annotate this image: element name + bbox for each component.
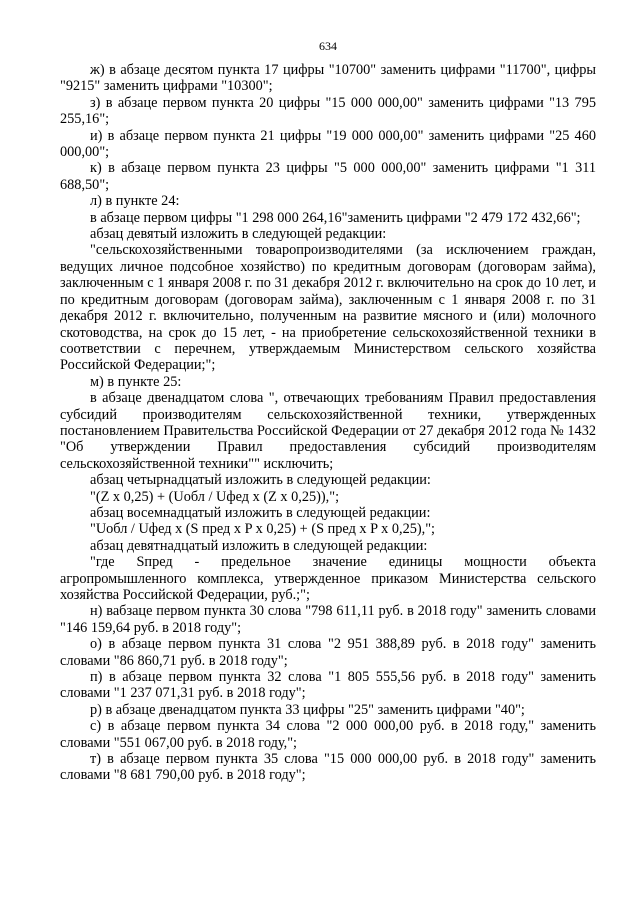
paragraph-l-1: в абзаце первом цифры "1 298 000 264,16"заменить цифрами "2 479 172 432,66";: [90, 209, 581, 226]
paragraph-l-2: абзац девятый изложить в следующей редакции:: [90, 226, 387, 243]
paragraph-m-2: абзац четырнадцатый изложить в следующей редакции:: [90, 472, 431, 489]
paragraph-zh: ж) в абзаце десятом пункта 17 цифры "10700" заменить цифрами "11700", цифры "9215" заменить цифрами "10300";: [60, 62, 596, 95]
paragraph-p: п) в абзаце первом пункта 32 слова "1 805 555,56 руб. в 2018 году" заменить словами "1 237 071,31 руб. в 2018 году";: [60, 669, 596, 702]
paragraph-r: р) в абзаце двенадцатом пункта 33 цифры "25" заменить цифрами "40";: [90, 701, 525, 718]
paragraph-k: к) в абзаце первом пункта 23 цифры "5 000 000,00" заменить цифрами "1 311 688,50";: [60, 160, 596, 193]
paragraph-m-quote: "где Sпред - предельное значение единицы мощности объекта агропромышленного комплекса, утвержденное приказом Министерства сельского хозяйства Российской Федерации, руб.;";: [60, 554, 596, 603]
page-number: 634: [319, 39, 337, 53]
paragraph-z: з) в абзаце первом пункта 20 цифры "15 000 000,00" заменить цифрами "13 795 255,16";: [60, 94, 596, 128]
paragraph-m: м) в пункте 25:: [90, 373, 182, 390]
paragraph-i: и) в абзаце первом пункта 21 цифры "19 000 000,00" заменить цифрами "25 460 000,00";: [60, 127, 596, 161]
paragraph-m-formula-2: "Uобл / Uфед x (S пред x P x 0,25) + (S пред x P x 0,25),";: [90, 521, 436, 538]
paragraph-s: с) в абзаце первом пункта 34 слова "2 000 000,00 руб. в 2018 году," заменить словами "551 067,00 руб. в 2018 году,";: [60, 718, 596, 751]
paragraph-m-3: абзац восемнадцатый изложить в следующей редакции:: [90, 504, 431, 521]
paragraph-m-4: абзац девятнадцатый изложить в следующей редакции:: [90, 537, 428, 554]
paragraph-o: о) в абзаце первом пункта 31 слова "2 951 388,89 руб. в 2018 году" заменить словами "86 860,71 руб. в 2018 году";: [60, 636, 596, 669]
document-page: [60, 38, 596, 784]
paragraph-l-quote: "сельскохозяйственными товаропроизводителями (за исключением граждан, ведущих личное подсобное хозяйство) по кредитным договорам (договорам займа), заключенным с 1 января 2008 г. по 31 декабря 2012 г. включительно на срок до 10 лет, и по кредитным договорам (договорам займа), заключенным с 1 января 2008 г. по 31 декабря 2012 г. включительно, полученным на развитие мясного и (или) молочного скотоводства, на срок до 15 лет, - на приобретение сельскохозяйственной техники в соответствии с перечнем, утверждаемым Министерством сельского хозяйства Российской Федерации;";: [60, 242, 596, 374]
paragraph-m-1: в абзаце двенадцатом слова ", отвечающих требованиям Правил предоставления субсидий производителям сельскохозяйственной техники, утвержденных постановлением Правительства Российской Федерации от 27 декабря 2012 года № 1432 "Об утверждении Правил предоставления субсидий производителям сельскохозяйственной техники"" исключить;: [60, 390, 596, 472]
paragraph-n: н) вабзаце первом пункта 30 слова "798 611,11 руб. в 2018 году" заменить словами "146 159,64 руб. в 2018 году";: [60, 603, 596, 636]
paragraph-m-formula-1: "(Z x 0,25) + (Uобл / Uфед x (Z x 0,25)),";: [90, 488, 340, 505]
paragraph-t: т) в абзаце первом пункта 35 слова "15 000 000,00 руб. в 2018 году" заменить словами "8 681 790,00 руб. в 2018 году";: [60, 751, 596, 784]
paragraph-l: л) в пункте 24:: [90, 193, 180, 210]
